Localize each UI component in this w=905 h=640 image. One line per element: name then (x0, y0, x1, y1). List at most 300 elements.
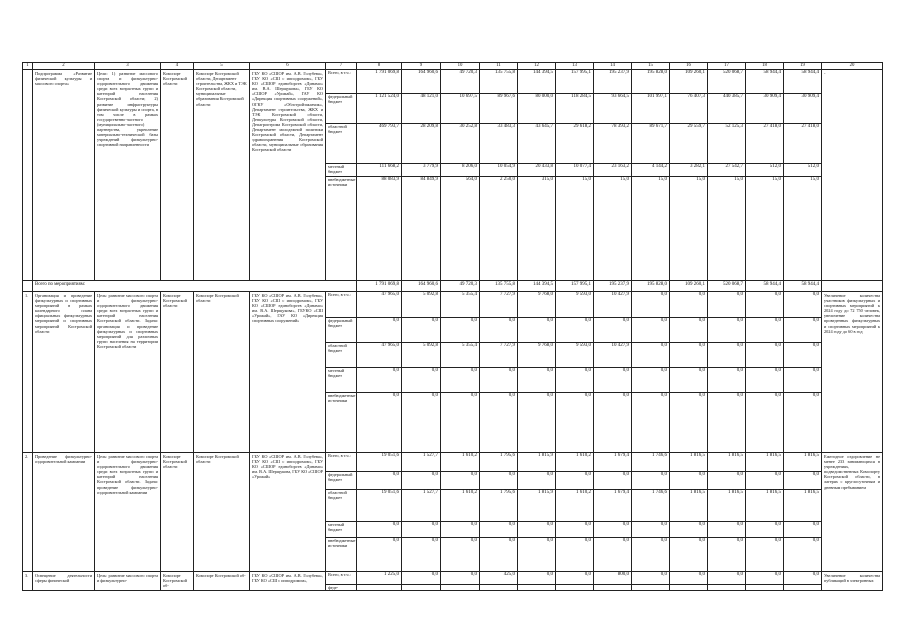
participants: ГБУ КО «СШОР им. А.В. Голубева», ГБУ КО «СШ с ипподромом», ГБУ КО «СШОР единоборств «Динамо» им. В.А. Шерщукова», ГБУКО «СШ «Урожай», ГАУ КО «Дирекция спортивных сооружений» (250, 292, 326, 453)
funding-value: 0,0 (736, 572, 743, 577)
funding-value: 10 054,9 (480, 163, 517, 176)
funding-value: 0,0 (556, 317, 593, 342)
funding-value: 0,0 (594, 537, 631, 571)
funding-value: 0,0 (546, 572, 553, 577)
subtotal-blank (23, 281, 33, 292)
value-column-9 (402, 292, 441, 453)
subtotal-value: 195 828,0 (632, 281, 670, 292)
funding-value (441, 584, 479, 590)
funding-source-label: федеральный бюджет (326, 93, 356, 123)
value-column-8 (357, 572, 402, 591)
funding-value: 1 795,6 (500, 453, 515, 458)
funding-value: 0,0 (357, 521, 401, 537)
value-column-11 (480, 572, 518, 591)
subtotal-value: 195 237,9 (594, 281, 632, 292)
funding-source-label: Всего, в т.ч.: (328, 572, 351, 577)
funding-value: 0,0 (480, 471, 517, 489)
funding-value: 43 645,7 (518, 123, 555, 163)
funding-value: 0,0 (812, 292, 819, 297)
funding-value: 0,0 (784, 537, 821, 571)
funding-value: 0,0 (594, 317, 631, 342)
funding-value: 80 000,0 (518, 93, 555, 123)
funding-value: 0,0 (632, 317, 669, 342)
funding-value (708, 584, 745, 590)
funding-source-label: областной бюджет (326, 123, 356, 163)
funding-value: 109 260,1 (685, 70, 705, 75)
funding-source-label: Всего, в т.ч.: (328, 70, 351, 75)
funding-value: 58 944,4 (801, 70, 819, 75)
funding-value: 0,0 (746, 342, 783, 367)
funding-value: 20 433,8 (518, 163, 555, 176)
header-cell-17: 17 (708, 63, 746, 70)
funding-value: 440 385,7 (708, 93, 745, 123)
funding-value: 93 664,5 (594, 93, 631, 123)
funding-value: 195 237,9 (609, 70, 629, 75)
funding-value: 1 816,5 (766, 453, 781, 458)
subtotal-value: 144 394,5 (518, 281, 556, 292)
funding-value: 0,0 (441, 521, 479, 537)
header-cell-20: 20 (822, 63, 883, 70)
value-column-10 (441, 453, 480, 572)
value-column-16 (670, 70, 708, 281)
funding-value: 0,0 (431, 572, 438, 577)
funding-value: 512,0 (784, 163, 821, 176)
header-cell-7: 7 (326, 63, 357, 70)
funding-value: 88 083,9 (357, 176, 401, 276)
header-cell-18: 18 (746, 63, 784, 70)
funding-value: 3 282,1 (670, 163, 707, 176)
value-column-13 (556, 453, 594, 572)
funding-value: 27 418,0 (784, 123, 821, 163)
funding-value: 0,0 (784, 471, 821, 489)
funding-value: 19 051,6 (381, 453, 399, 458)
funding-value: 0,0 (556, 471, 593, 489)
funding-value: 29 618,2 (556, 123, 593, 163)
funding-value: 1 815,9 (538, 453, 553, 458)
funding-value (594, 584, 631, 590)
funding-value: 33 483,3 (480, 123, 517, 163)
funding-value: 1 791 069,8 (375, 70, 399, 75)
funding-value: 5 355,4 (462, 292, 477, 297)
funding-value: 3 779,9 (402, 163, 440, 176)
funding-value: 48 121,0 (402, 93, 440, 123)
funding-value: 0,0 (746, 521, 783, 537)
value-column-12 (518, 292, 556, 453)
funding-value: 0,0 (708, 521, 745, 537)
funding-value: 0,0 (556, 521, 593, 537)
funding-value: 0,0 (632, 392, 669, 452)
funding-value: 1 121 524,0 (357, 93, 401, 123)
funding-value: 0,0 (784, 367, 821, 392)
value-column-18 (746, 453, 784, 572)
funding-value: 49 720,3 (459, 70, 477, 75)
value-column-11 (480, 453, 518, 572)
subtotal-value: 520 068,7 (708, 281, 746, 292)
funding-value: 2 250,0 (480, 176, 517, 276)
funding-value: 0,0 (784, 521, 821, 537)
value-column-17 (708, 292, 746, 453)
funding-value: 0,0 (670, 317, 707, 342)
funding-value: 0,0 (480, 317, 517, 342)
funding-value: 0,0 (746, 317, 783, 342)
funding-value: 1 610,2 (576, 453, 591, 458)
funding-value: 1 816,5 (746, 489, 783, 521)
row-number: 1. (23, 292, 33, 453)
funding-value: 0,0 (774, 572, 781, 577)
value-column-16 (670, 572, 708, 591)
value-column-11 (480, 70, 518, 281)
funding-value: 0,0 (812, 572, 819, 577)
header-cell-8: 8 (357, 63, 402, 70)
subtotal-value: 135 755,8 (480, 281, 518, 292)
funding-value: 0,0 (708, 367, 745, 392)
value-column-11 (480, 292, 518, 453)
funding-value: 0,0 (746, 537, 783, 571)
funding-value: 1 816,5 (670, 489, 707, 521)
value-column-19 (784, 70, 822, 281)
funding-value: 0,0 (670, 471, 707, 489)
funding-value: 520 068,7 (723, 70, 743, 75)
funding-value: 564,0 (441, 176, 479, 276)
header-cell-14: 14 (594, 63, 632, 70)
value-column-17 (708, 572, 746, 591)
subtotal-result (822, 281, 883, 292)
funding-value: 10 697,5 (441, 93, 479, 123)
participants: ГБУ КО «СШОР им. А.В. Голубева», ГБУ КО «СШ с ипподромом», (250, 572, 326, 591)
funding-value: 15,0 (632, 176, 669, 276)
header-cell-12: 12 (518, 63, 556, 70)
value-column-15 (632, 453, 670, 572)
funding-value: 0,0 (774, 292, 781, 297)
funding-value: 0,0 (594, 521, 631, 537)
funding-value: 7 727,9 (480, 342, 517, 367)
funding-value: 1 610,2 (462, 453, 477, 458)
funding-value: 0,0 (518, 537, 555, 571)
event-row-2 (23, 453, 883, 572)
subtotal-value: 109 260,1 (670, 281, 708, 292)
header-cell-2: 2 (33, 63, 95, 70)
event-row-3 (23, 572, 883, 591)
value-column-19 (784, 292, 822, 453)
funding-value: 0,0 (556, 392, 593, 452)
expected-result: Увеличение количества участников физкультурных и спортивных мероприятий к 2024 году до 72 750 человек, увеличение количества проведенных физкультурных и спортивных мероприятий к 2024 году до 60 в год (822, 292, 883, 453)
funding-value (746, 584, 783, 590)
funding-value: 0,0 (518, 392, 555, 452)
funding-source-label: федеральный бюджет (326, 317, 356, 342)
value-column-10 (441, 572, 480, 591)
value-column-9 (402, 70, 441, 281)
funding-source-label: местный бюджет (326, 367, 356, 392)
funding-value: 10 077,4 (556, 163, 593, 176)
funding-source-label: внебюджетные источники (326, 392, 356, 452)
funding-source-label: Всего, в т.ч.: (328, 453, 351, 458)
funding-source-label: внебюджетные источники (326, 176, 356, 276)
funding-value: 4 144,2 (632, 163, 669, 176)
funding-source-label: федеральный бюджет (326, 471, 356, 489)
funding-value: 1 679,4 (614, 453, 629, 458)
funding-value: 0,0 (518, 367, 555, 392)
funding-value: 0,0 (594, 392, 631, 452)
funding-value: 1 816,5 (690, 453, 705, 458)
program-table (22, 62, 883, 591)
funding-value: 0,0 (660, 572, 667, 577)
funding-value: 52 125,3 (708, 123, 745, 163)
funding-value: 5 092,8 (402, 342, 440, 367)
funding-value: 15,0 (746, 176, 783, 276)
funding-value: 0,0 (357, 317, 401, 342)
funding-value: 10 427,9 (611, 292, 629, 297)
funding-value: 9 768,0 (518, 342, 555, 367)
value-column-15 (632, 572, 670, 591)
value-column-8 (357, 70, 402, 281)
funding-value: 0,0 (632, 537, 669, 571)
value-column-10 (441, 70, 480, 281)
header-cell-6: 6 (250, 63, 326, 70)
funding-value: 1 816,5 (708, 489, 745, 521)
funding-value: 0,0 (708, 342, 745, 367)
goals-and-tasks: Цели: 1) развитие массового спорта и физкультурно-оздоровительного движения среди всех возрастных групп и категорий населения Костромской области; 2) развитие инфраструктуры физической культуры и спорта, в том числе в рамках государственно-частного (муниципально-частного) партнерства, укрепление материально-технической базы учреждений физкультурно-спортивной направленности (95, 70, 161, 281)
header-cell-5: 5 (194, 63, 250, 70)
funding-value: 425,0 (503, 572, 515, 577)
value-column-15 (632, 292, 670, 453)
funding-value: 0,0 (556, 537, 593, 571)
funding-value: 1 816,5 (728, 453, 743, 458)
funding-value: 118 284,5 (556, 93, 593, 123)
state-customer: Комспорт Костромской области (161, 453, 194, 572)
funding-value: 1 816,5 (804, 453, 819, 458)
value-column-19 (784, 572, 822, 591)
funding-value: 47 965,0 (381, 292, 399, 297)
funding-value: 1 746,6 (632, 489, 669, 521)
funding-value: 144 394,5 (533, 70, 553, 75)
funding-source-label: местный бюджет (326, 521, 356, 537)
value-column-13 (556, 292, 594, 453)
funding-value: 0,0 (357, 471, 401, 489)
value-column-14 (594, 70, 632, 281)
funding-value: 84 849,9 (402, 176, 440, 276)
funding-value: 0,0 (594, 471, 631, 489)
subtotal-value: 58 944,4 (784, 281, 822, 292)
funding-value: 89 967,6 (480, 93, 517, 123)
value-column-12 (518, 453, 556, 572)
subtotal-row (23, 281, 883, 292)
state-customer: Комспорт Костромской области (161, 70, 194, 281)
funding-value: 0,0 (402, 392, 440, 452)
funding-value: 0,0 (402, 521, 440, 537)
funding-value: 1 527,7 (423, 453, 438, 458)
participants: ГБУ КО «СШОР им. А.В. Голубева», ГБУ КО «СШ с ипподромом», ГБУ КО «СШОР единоборств «Динамо» им. В.А. Шерщукова», ГБУ КО «СШОР «Урожай», ГАУ КО «Дирекция спортивных сооружений», ОГКУ «Облстройзаказчик», Департамент строительства, ЖКХ и ТЭК Костромской области, Депкультуры Костромской области, Депагроптрома Костромской области, Департамент молодежной политики Костромской области, Департамент здравоохранения Костромской области, муниципальные образования Костромской области (250, 70, 326, 281)
funding-value: 15,0 (556, 176, 593, 276)
funding-value: 1 527,7 (402, 489, 440, 521)
funding-value: 0,0 (708, 471, 745, 489)
header-cell-19: 19 (784, 63, 822, 70)
funding-value: 0,0 (670, 537, 707, 571)
funding-value: 1 679,4 (594, 489, 631, 521)
funding-value: 1 610,2 (441, 489, 479, 521)
funding-value (632, 584, 669, 590)
value-column-16 (670, 453, 708, 572)
value-column-12 (518, 572, 556, 591)
event-row-1 (23, 292, 883, 453)
responsible-executor: Комспорт Костромской об- (194, 572, 250, 591)
expected-result: Ежегодное оздоровление не менее 233 занимающихся в учреждениях, подведомственных Комспорту Костромской области, в лагерях с круглосуточным и дневным пребыванием (822, 453, 883, 572)
funding-value: 0,0 (632, 367, 669, 392)
subtotal-label: Всего по мероприятиям: (33, 281, 357, 292)
funding-value: 0,0 (480, 392, 517, 452)
subtotal-value: 1 791 069,8 (357, 281, 402, 292)
event-title: Освещение деятельности сферы физической (33, 572, 95, 591)
funding-sources (326, 572, 357, 591)
funding-value: 0,0 (708, 537, 745, 571)
funding-value: 0,0 (746, 392, 783, 452)
value-column-18 (746, 292, 784, 453)
responsible-executor: Комспорт Костромской области (194, 453, 250, 572)
subtotal-value: 164 960,6 (402, 281, 441, 292)
subprogram-row (23, 70, 883, 281)
funding-value: 76 407,3 (670, 93, 707, 123)
funding-source-label: феде- (326, 584, 356, 590)
value-column-12 (518, 70, 556, 281)
funding-value: 15,0 (784, 176, 821, 276)
expected-result: Увеличение количества публикаций в электронных (822, 572, 883, 591)
funding-value: 89 671,7 (632, 123, 669, 163)
funding-value: 157 995,1 (571, 70, 591, 75)
funding-value: 0,0 (632, 471, 669, 489)
funding-value (784, 584, 821, 590)
header-cell-1: 1 (23, 63, 33, 70)
state-customer: Комспорт Костромской области (161, 292, 194, 453)
value-column-13 (556, 572, 594, 591)
funding-sources (326, 453, 357, 572)
funding-value: 0,0 (480, 521, 517, 537)
funding-value: 0,0 (441, 537, 479, 571)
funding-value: 0,0 (518, 521, 555, 537)
funding-value: 315,0 (518, 176, 555, 276)
funding-value (357, 584, 401, 590)
row-number: 2. (23, 453, 33, 572)
funding-value: 135 755,8 (495, 70, 515, 75)
funding-value: 0,0 (357, 392, 401, 452)
funding-value: 0,0 (632, 521, 669, 537)
funding-value: 512,0 (746, 163, 783, 176)
funding-value: 0,0 (746, 471, 783, 489)
header-cell-10: 10 (441, 63, 480, 70)
funding-value: 0,0 (402, 537, 440, 571)
funding-value: 1 815,9 (518, 489, 555, 521)
header-cell-4: 4 (161, 63, 194, 70)
subtotal-value: 49 720,3 (441, 281, 480, 292)
header-cell-3: 3 (95, 63, 161, 70)
value-column-17 (708, 453, 746, 572)
funding-value: 0,0 (441, 317, 479, 342)
funding-value: 30 909,4 (784, 93, 821, 123)
funding-value: 0,0 (746, 367, 783, 392)
funding-value: 0,0 (441, 367, 479, 392)
funding-source-label: внебюджетные источники (326, 537, 356, 571)
funding-value: 9 593,0 (556, 342, 593, 367)
funding-value: 0,0 (556, 367, 593, 392)
row-number (23, 70, 33, 281)
responsible-executor: Комспорт Костромской области, Департамент строительства, ЖКХ и ТЭК Костромской области, муниципальные образования Костромской области (194, 70, 250, 281)
funding-value: 469 793,7 (357, 123, 401, 163)
funding-value: 0,0 (357, 367, 401, 392)
funding-value: 1 610,2 (556, 489, 593, 521)
funding-value: 19 051,6 (357, 489, 401, 521)
header-cell-15: 15 (632, 63, 670, 70)
funding-value: 101 997,1 (632, 93, 669, 123)
funding-value: 0,0 (594, 367, 631, 392)
state-customer: Комспорт Костромской об- (161, 572, 194, 591)
funding-value: 0,0 (584, 572, 591, 577)
funding-value: 0,0 (402, 471, 440, 489)
funding-value: 0,0 (441, 392, 479, 452)
funding-value: 28 209,8 (402, 123, 440, 163)
funding-value: 0,0 (402, 317, 440, 342)
funding-value: 0,0 (670, 521, 707, 537)
value-column-15 (632, 70, 670, 281)
value-column-9 (402, 572, 441, 591)
funding-value: 0,0 (632, 342, 669, 367)
value-column-10 (441, 292, 480, 453)
funding-source-label: местный бюджет (326, 163, 356, 176)
funding-value: 0,0 (660, 292, 667, 297)
goals-and-tasks: Цель: развитие массового спорта и физкультурно- (95, 572, 161, 591)
value-column-8 (357, 453, 402, 572)
value-column-18 (746, 70, 784, 281)
header-cell-11: 11 (480, 63, 518, 70)
funding-value: 0,0 (402, 367, 440, 392)
responsible-executor: Комспорт Костромской области (194, 292, 250, 453)
value-column-14 (594, 453, 632, 572)
funding-value: 0,0 (784, 317, 821, 342)
event-title: Подпрограмма «Развитие физической культуры и массового спорта» (33, 70, 95, 281)
event-title: Организация и проведение физкультурных и спортивных мероприятий в рамках календарного плана официальных физкультурных мероприятий и спортивных мероприятий Костромской области (33, 292, 95, 453)
funding-value: 9 768,0 (538, 292, 553, 297)
funding-value: 800,0 (617, 572, 629, 577)
funding-value: 29 559,7 (670, 123, 707, 163)
row-number: 3. (23, 572, 33, 591)
funding-sources (326, 292, 357, 453)
value-column-17 (708, 70, 746, 281)
value-column-18 (746, 572, 784, 591)
funding-value: 23 163,2 (594, 163, 631, 176)
value-column-14 (594, 572, 632, 591)
subtotal-value: 58 944,4 (746, 281, 784, 292)
funding-value (518, 584, 555, 590)
funding-value: 0,0 (670, 392, 707, 452)
funding-source-label: областной бюджет (326, 342, 356, 367)
funding-value: 58 944,4 (763, 70, 781, 75)
funding-value: 0,0 (470, 572, 477, 577)
goals-and-tasks: Цель: развитие массового спорта и физкультурно-оздоровительного движения среди всех возрастных групп и категорий населения Костромской области. Задача: проведение физкультурно-оздоровительной кампании (95, 453, 161, 572)
funding-value: 0,0 (708, 392, 745, 452)
funding-value: 0,0 (480, 367, 517, 392)
funding-value: 30 252,8 (441, 123, 479, 163)
funding-value: 78 393,2 (594, 123, 631, 163)
funding-value: 10 427,9 (594, 342, 631, 367)
subtotal-value: 157 995,1 (556, 281, 594, 292)
funding-value: 0,0 (736, 292, 743, 297)
funding-value: 47 965,0 (357, 342, 401, 367)
funding-value: 0,0 (784, 342, 821, 367)
funding-value: 0,0 (441, 471, 479, 489)
funding-value: 27 542,7 (708, 163, 745, 176)
value-column-9 (402, 453, 441, 572)
funding-value: 0,0 (670, 342, 707, 367)
funding-value: 0,0 (670, 367, 707, 392)
funding-value: 0,0 (480, 537, 517, 571)
funding-value: 15,0 (708, 176, 745, 276)
